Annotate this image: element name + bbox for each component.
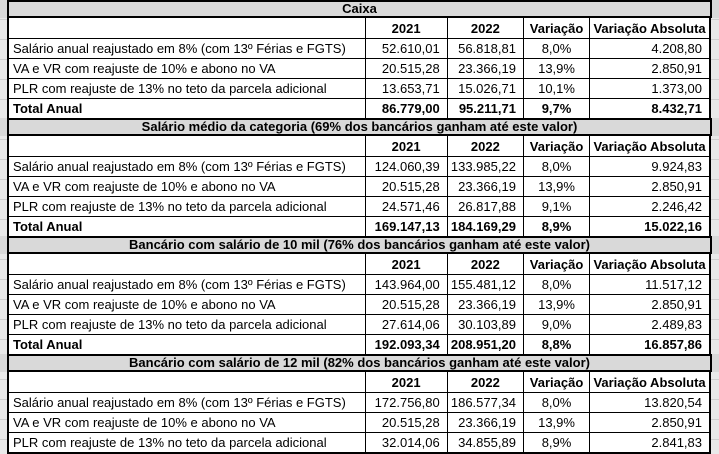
salary-section: [7, 118, 712, 238]
table-header-row: [8, 17, 710, 39]
value-2022-cell[interactable]: 15.026,71: [447, 79, 523, 99]
variacao-absoluta-cell[interactable]: 2.246,42: [590, 197, 710, 217]
variacao-absoluta-cell[interactable]: 4.208,80: [590, 39, 710, 59]
value-2021-cell[interactable]: 172.756,80: [365, 393, 447, 413]
variacao-cell[interactable]: 13,9%: [523, 177, 589, 197]
header-variacao-cell[interactable]: Variação: [523, 253, 589, 275]
table-row: [8, 197, 710, 217]
row-label-cell[interactable]: Total Anual: [8, 335, 365, 356]
value-2021-cell[interactable]: 24.571,46: [365, 197, 447, 217]
header-variacao-cell[interactable]: Variação: [523, 371, 589, 393]
table-row: [8, 79, 710, 99]
value-2021-cell[interactable]: 27.614,06: [365, 315, 447, 335]
value-2021-cell[interactable]: 192.093,34: [365, 335, 447, 356]
salary-section: [7, 354, 712, 454]
header-2022-cell[interactable]: 2022: [447, 135, 523, 157]
value-2021-cell[interactable]: 124.060,39: [365, 157, 447, 177]
table-row: [8, 335, 710, 356]
table-row: [8, 99, 710, 120]
value-2022-cell[interactable]: 186.577,34: [447, 393, 523, 413]
header-variacao-cell[interactable]: Variação: [523, 17, 589, 39]
value-2022-cell[interactable]: 23.366,19: [447, 295, 523, 315]
header-2021-cell[interactable]: 2021: [365, 17, 447, 39]
variacao-cell[interactable]: 9,7%: [523, 99, 589, 120]
variacao-absoluta-cell[interactable]: 16.857,86: [590, 335, 710, 356]
value-2022-cell[interactable]: 155.481,12: [447, 275, 523, 295]
value-2022-cell[interactable]: 23.366,19: [447, 413, 523, 433]
variacao-absoluta-cell[interactable]: 2.489,83: [590, 315, 710, 335]
header-2022-cell[interactable]: 2022: [447, 253, 523, 275]
variacao-cell[interactable]: 8,9%: [523, 433, 589, 454]
value-2021-cell[interactable]: 20.515,28: [365, 59, 447, 79]
row-label-cell[interactable]: PLR com reajuste de 13% no teto da parcela adicional: [8, 197, 365, 217]
table-row: [8, 275, 710, 295]
row-label-cell[interactable]: VA e VR com reajuste de 10% e abono no VA: [8, 413, 365, 433]
variacao-cell[interactable]: 8,0%: [523, 393, 589, 413]
table-row: [8, 315, 710, 335]
row-label-cell[interactable]: PLR com reajuste de 13% no teto da parcela adicional: [8, 315, 365, 335]
table-row: [8, 157, 710, 177]
salary-tables: [7, 0, 712, 454]
value-2022-cell[interactable]: 133.985,22: [447, 157, 523, 177]
header-2021-cell[interactable]: 2021: [365, 135, 447, 157]
variacao-cell[interactable]: 10,1%: [523, 79, 589, 99]
variacao-absoluta-cell[interactable]: 15.022,16: [590, 217, 710, 238]
variacao-absoluta-cell[interactable]: 1.373,00: [590, 79, 710, 99]
value-2021-cell[interactable]: 20.515,28: [365, 177, 447, 197]
variacao-cell[interactable]: 8,9%: [523, 217, 589, 238]
row-label-cell[interactable]: Salário anual reajustado em 8% (com 13º Férias e FGTS): [8, 393, 365, 413]
variacao-cell[interactable]: 9,1%: [523, 197, 589, 217]
table-row: [8, 39, 710, 59]
variacao-absoluta-cell[interactable]: 2.850,91: [590, 295, 710, 315]
variacao-cell[interactable]: 8,0%: [523, 157, 589, 177]
row-label-cell[interactable]: VA e VR com reajuste de 10% e abono no VA: [8, 295, 365, 315]
variacao-absoluta-cell[interactable]: 9.924,83: [590, 157, 710, 177]
value-2022-cell[interactable]: 208.951,20: [447, 335, 523, 356]
header-empty-cell[interactable]: [8, 371, 365, 393]
row-label-cell[interactable]: Total Anual: [8, 217, 365, 238]
table-row: [8, 59, 710, 79]
section-title-cell[interactable]: Salário médio da categoria (69% dos bancários ganham até este valor): [7, 118, 712, 136]
value-2022-cell[interactable]: 34.855,89: [447, 433, 523, 454]
value-2021-cell[interactable]: 20.515,28: [365, 413, 447, 433]
row-label-cell[interactable]: Salário anual reajustado em 8% (com 13º Férias e FGTS): [8, 39, 365, 59]
header-2022-cell[interactable]: 2022: [447, 371, 523, 393]
value-2022-cell[interactable]: 23.366,19: [447, 177, 523, 197]
value-2022-cell[interactable]: 95.211,71: [447, 99, 523, 120]
section-title-cell[interactable]: Bancário com salário de 10 mil (76% dos bancários ganham até este valor): [7, 236, 712, 254]
table-row: [8, 393, 710, 413]
variacao-cell[interactable]: 13,9%: [523, 59, 589, 79]
table-header-row: [8, 253, 710, 275]
value-2021-cell[interactable]: 143.964,00: [365, 275, 447, 295]
table-row: [8, 413, 710, 433]
value-2022-cell[interactable]: 30.103,89: [447, 315, 523, 335]
header-variacao-cell[interactable]: Variação: [523, 135, 589, 157]
header-2021-cell[interactable]: 2021: [365, 371, 447, 393]
header-empty-cell[interactable]: [8, 253, 365, 275]
row-label-cell[interactable]: VA e VR com reajuste de 10% e abono no VA: [8, 59, 365, 79]
value-2021-cell[interactable]: 169.147,13: [365, 217, 447, 238]
value-2021-cell[interactable]: 13.653,71: [365, 79, 447, 99]
variacao-absoluta-cell[interactable]: 2.841,83: [590, 433, 710, 454]
table-row: [8, 217, 710, 238]
header-variacao-absoluta-cell[interactable]: Variação Absoluta: [590, 135, 710, 157]
table-header-row: [8, 135, 710, 157]
table-header-row: [8, 371, 710, 393]
variacao-absoluta-cell[interactable]: 13.820,54: [590, 393, 710, 413]
salary-table: [7, 16, 711, 120]
table-row: [8, 295, 710, 315]
value-2021-cell[interactable]: 20.515,28: [365, 295, 447, 315]
salary-section: [7, 236, 712, 356]
variacao-absoluta-cell[interactable]: 2.850,91: [590, 177, 710, 197]
row-label-cell[interactable]: Total Anual: [8, 99, 365, 120]
section-title-cell[interactable]: Caixa: [7, 0, 712, 18]
table-row: [8, 177, 710, 197]
salary-table: [7, 370, 711, 454]
variacao-cell[interactable]: 8,0%: [523, 275, 589, 295]
row-label-cell[interactable]: Salário anual reajustado em 8% (com 13º Férias e FGTS): [8, 157, 365, 177]
header-empty-cell[interactable]: [8, 17, 365, 39]
value-2022-cell[interactable]: 23.366,19: [447, 59, 523, 79]
row-label-cell[interactable]: Salário anual reajustado em 8% (com 13º Férias e FGTS): [8, 275, 365, 295]
row-label-cell[interactable]: VA e VR com reajuste de 10% e abono no VA: [8, 177, 365, 197]
variacao-cell[interactable]: 8,0%: [523, 39, 589, 59]
salary-table: [7, 134, 711, 238]
row-label-cell[interactable]: PLR com reajuste de 13% no teto da parcela adicional: [8, 433, 365, 454]
variacao-cell[interactable]: 13,9%: [523, 295, 589, 315]
section-title-cell[interactable]: Bancário com salário de 12 mil (82% dos bancários ganham até este valor): [7, 354, 712, 372]
variacao-absoluta-cell[interactable]: 2.850,91: [590, 59, 710, 79]
variacao-cell[interactable]: 13,9%: [523, 413, 589, 433]
variacao-cell[interactable]: 9,0%: [523, 315, 589, 335]
salary-table: [7, 252, 711, 356]
value-2021-cell[interactable]: 52.610,01: [365, 39, 447, 59]
header-variacao-absoluta-cell[interactable]: Variação Absoluta: [590, 17, 710, 39]
row-label-cell[interactable]: PLR com reajuste de 13% no teto da parcela adicional: [8, 79, 365, 99]
value-2022-cell[interactable]: 184.169,29: [447, 217, 523, 238]
variacao-absoluta-cell[interactable]: 8.432,71: [590, 99, 710, 120]
value-2022-cell[interactable]: 26.817,88: [447, 197, 523, 217]
header-2022-cell[interactable]: 2022: [447, 17, 523, 39]
header-variacao-absoluta-cell[interactable]: Variação Absoluta: [590, 253, 710, 275]
value-2022-cell[interactable]: 56.818,81: [447, 39, 523, 59]
variacao-cell[interactable]: 8,8%: [523, 335, 589, 356]
value-2021-cell[interactable]: 32.014,06: [365, 433, 447, 454]
variacao-absoluta-cell[interactable]: 2.850,91: [590, 413, 710, 433]
header-variacao-absoluta-cell[interactable]: Variação Absoluta: [590, 371, 710, 393]
salary-section: [7, 0, 712, 120]
header-empty-cell[interactable]: [8, 135, 365, 157]
variacao-absoluta-cell[interactable]: 11.517,12: [590, 275, 710, 295]
header-2021-cell[interactable]: 2021: [365, 253, 447, 275]
value-2021-cell[interactable]: 86.779,00: [365, 99, 447, 120]
